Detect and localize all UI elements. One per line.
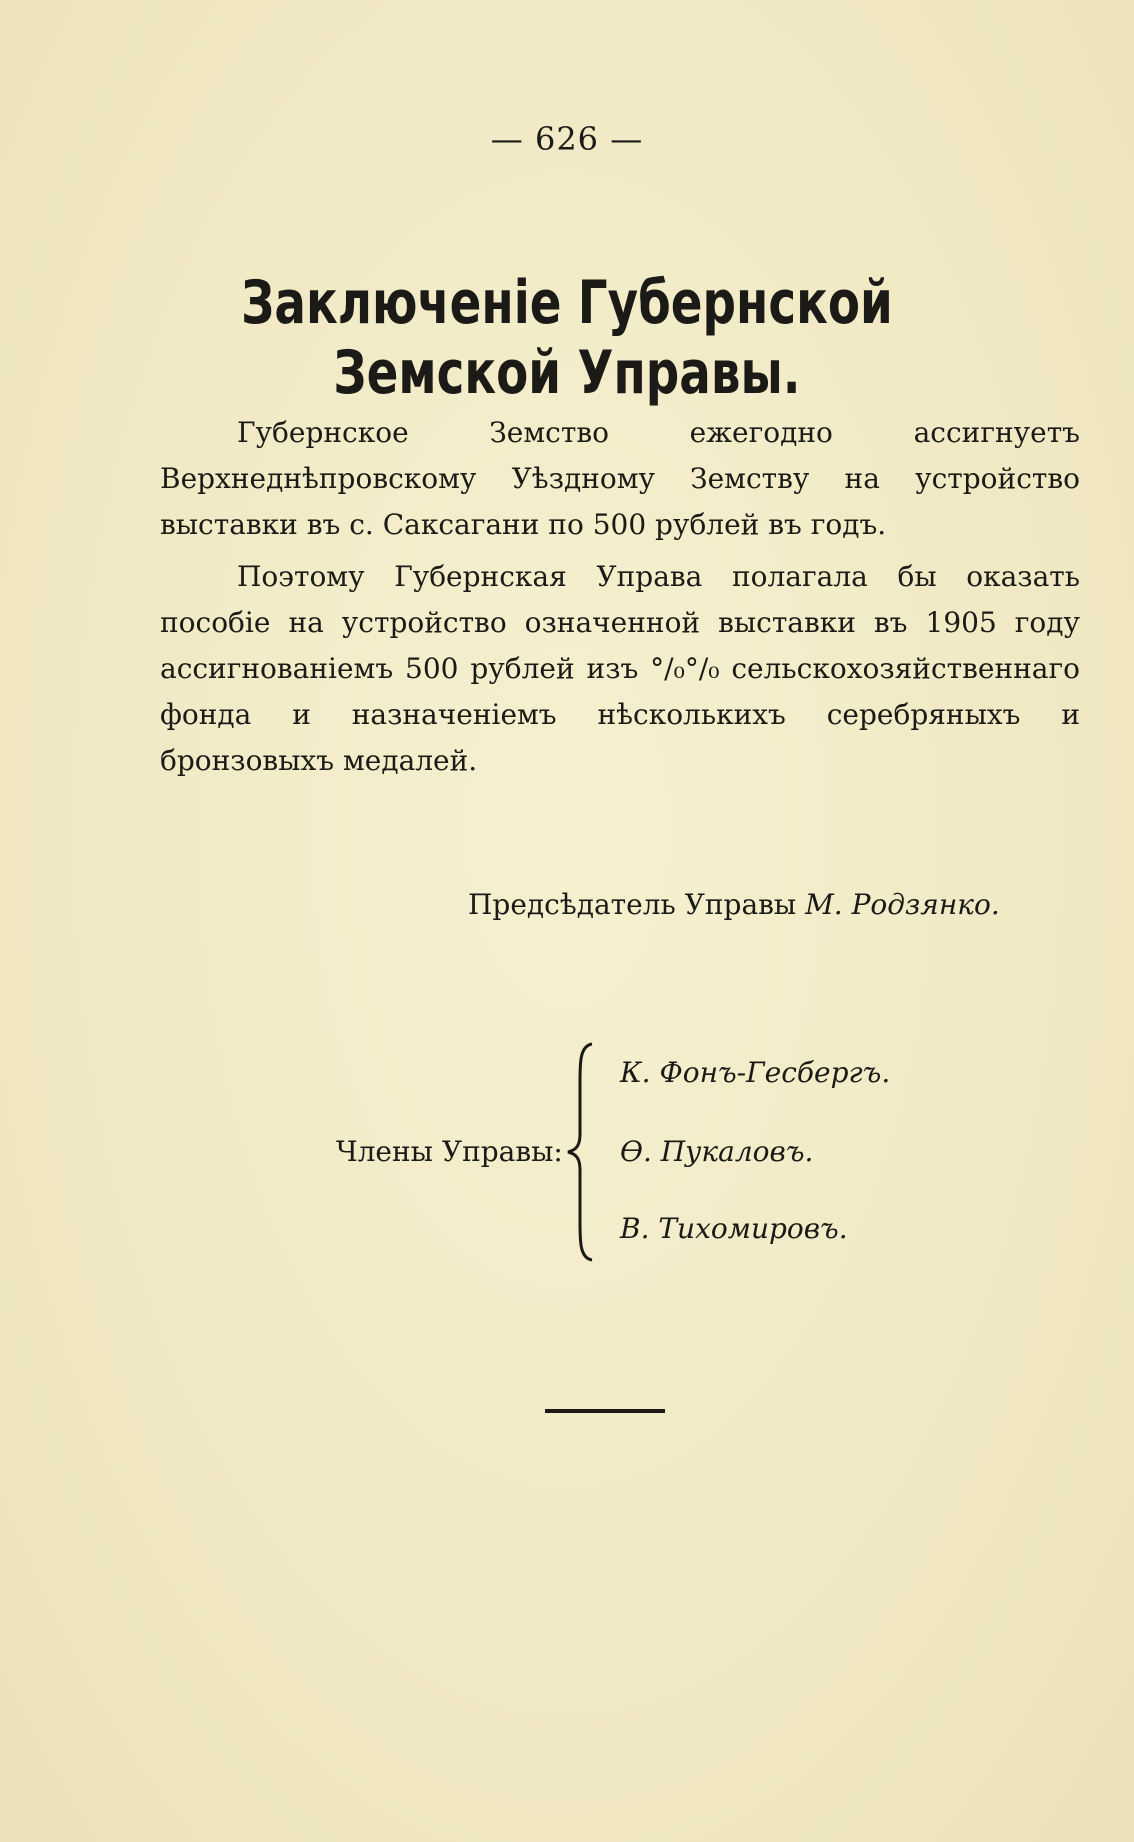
curly-brace [562,1042,602,1262]
end-rule [545,1409,665,1413]
chairman-title: Предсѣдатель Управы [468,888,797,921]
member-name: К. Фонъ-Гесбергъ. [620,1056,891,1089]
page-number: — 626 — [490,120,644,158]
member-name: В. Тихомировъ. [620,1212,848,1245]
chairman-signature [468,888,1000,921]
paragraph-2: Поэтому Губернская Управа полагала бы оказать пособiе на устройство означенной выставки въ 1905 году ассигнованiемъ 500 рублей изъ °/₀°/₀ сельскохозяйственнаго фонда и назначенiемъ нѣсколькихъ серебряныхъ и бронзовыхъ медалей. [160,560,1080,777]
member-name: Ѳ. Пукаловъ. [620,1135,814,1168]
document-title: Заключенiе Губернской Земской Управы. [241,268,893,408]
chairman-name: М. Родзянко. [805,888,1000,921]
members-label: Члены Управы: [336,1135,563,1168]
paragraph-1: Губернское Земство ежегодно ассигнуетъ Верхнеднѣпровскому Уѣздному Земству на устройство выставки въ с. Саксагани по 500 рублей въ годъ. [160,416,1080,541]
